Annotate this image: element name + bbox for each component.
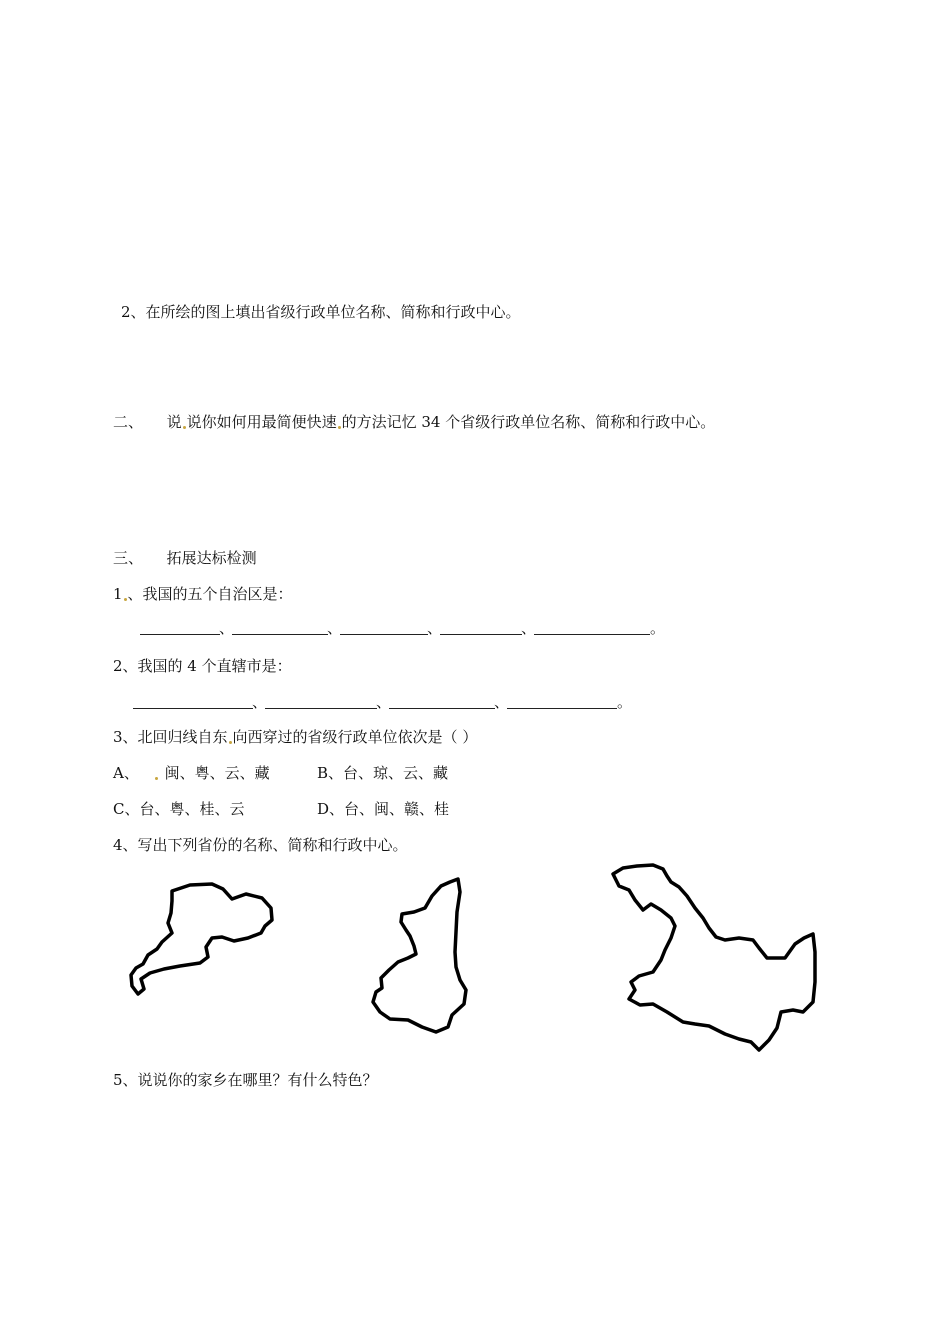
question-2: 2、我国的 4 个直辖市是： [113, 657, 292, 675]
section-2-text-b: 说你如何用最简便快速 [186, 413, 337, 431]
answer-blank[interactable] [440, 620, 522, 635]
option-b[interactable]: B、台、琼、云、藏 [317, 764, 449, 782]
question-1-text: 、我国的五个自治区是： [127, 585, 293, 603]
answer-blank[interactable] [340, 620, 428, 635]
section-2-number: 二、 [113, 413, 144, 431]
blank-end: 。 [650, 619, 666, 637]
blank-separator: 、 [494, 693, 510, 711]
option-a-text: 闽、粤、云、藏 [164, 764, 270, 782]
section-2-text-c: 的方法记忆 34 个省级行政单位名称、简称和行政中心。 [341, 413, 716, 431]
option-d[interactable]: D、台、闽、赣、桂 [317, 800, 450, 818]
answer-blank[interactable] [133, 694, 253, 709]
question-5: 5、说说你的家乡在哪里？有什么特色？ [113, 1071, 378, 1089]
option-a-label: A、 [113, 764, 139, 782]
blank-separator: 、 [376, 693, 392, 711]
section-3-number: 三、 [113, 549, 144, 567]
stray-dot [183, 426, 186, 429]
section-2-heading [113, 412, 715, 432]
question-1 [113, 584, 293, 604]
blank-end: 。 [617, 693, 633, 711]
blank-separator: 、 [252, 693, 268, 711]
blank-separator: 、 [427, 619, 443, 637]
item-2-fill-map: 2、在所绘的图上填出省级行政单位名称、简称和行政中心。 [121, 303, 521, 321]
question-3-text-b: 向西穿过的省级行政单位依次是（ ） [232, 728, 478, 746]
blank-separator: 、 [327, 619, 343, 637]
blank-separator: 、 [219, 619, 235, 637]
stray-dot [229, 741, 232, 744]
stray-dot [338, 426, 341, 429]
province-outline-heilongjiang [605, 862, 823, 1062]
section-2-text-a: 说 [166, 413, 182, 431]
section-3-heading [113, 548, 257, 568]
question-3 [113, 727, 477, 747]
option-c[interactable]: C、台、粤、桂、云 [113, 800, 245, 818]
answer-blank[interactable] [232, 620, 328, 635]
option-a[interactable] [113, 763, 270, 783]
question-3-text-a: 3、北回归线自东 [113, 728, 228, 746]
answer-blank[interactable] [265, 694, 377, 709]
stray-dot [155, 777, 158, 780]
blank-separator: 、 [521, 619, 537, 637]
answer-blank[interactable] [507, 694, 617, 709]
section-3-title: 拓展达标检测 [166, 549, 257, 567]
stray-dot [124, 598, 127, 601]
question-4: 4、写出下列省份的名称、简称和行政中心。 [113, 836, 408, 854]
answer-blank[interactable] [389, 694, 495, 709]
answer-blank[interactable] [534, 620, 650, 635]
question-1-number: 1 [113, 585, 123, 603]
province-outline-shaanxi [362, 872, 472, 1042]
province-outline-shandong [120, 875, 280, 1005]
answer-blank[interactable] [140, 620, 220, 635]
